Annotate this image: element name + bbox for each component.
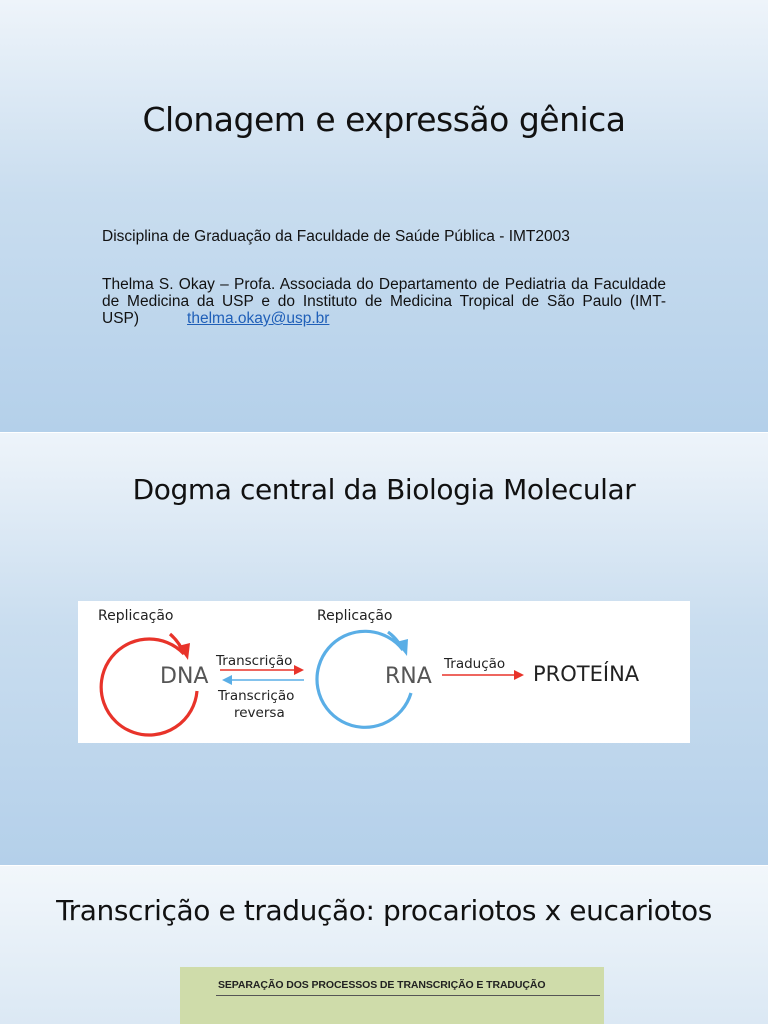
dogma-slide <box>0 433 768 865</box>
procaryote-eukaryote-slide <box>0 866 768 1024</box>
central-dogma-diagram <box>78 601 690 743</box>
reverse-transcription-label-2: reversa <box>234 705 285 721</box>
rna-replication-label: Replicação <box>317 608 393 624</box>
discipline-text: Disciplina de Graduação da Faculdade de Saúde Pública - IMT2003 <box>102 228 570 245</box>
table-header: SEPARAÇÃO DOS PROCESSOS DE TRANSCRIÇÃO E TRADUÇÃO <box>218 979 546 991</box>
translation-label: Tradução <box>444 656 506 672</box>
dna-label: DNA <box>160 664 209 689</box>
diagram-svg <box>78 601 690 743</box>
reverse-transcription-label-1: Transcrição <box>218 688 295 704</box>
author-info: Thelma S. Okay – Profa. Associada do Departamento de Pediatria da Faculdade de Medicina da USP e do Instituto de Medicina Tropical de São Paulo (IMT-USP) <box>102 276 666 327</box>
slide-title: Clonagem e expressão gênica <box>142 100 626 139</box>
comparison-table <box>180 967 604 1024</box>
protein-label: PROTEÍNA <box>533 662 640 686</box>
author-text <box>102 276 666 327</box>
dna-replication-label: Replicação <box>98 608 174 624</box>
slide-title: Transcrição e tradução: procariotos x eucariotos <box>56 894 712 927</box>
title-slide <box>0 0 768 432</box>
slide-title: Dogma central da Biologia Molecular <box>132 473 636 506</box>
email-link[interactable]: thelma.okay@usp.br <box>187 310 330 327</box>
transcription-label: Transcrição <box>216 653 293 669</box>
table-divider <box>216 995 600 996</box>
rna-label: RNA <box>385 664 432 689</box>
